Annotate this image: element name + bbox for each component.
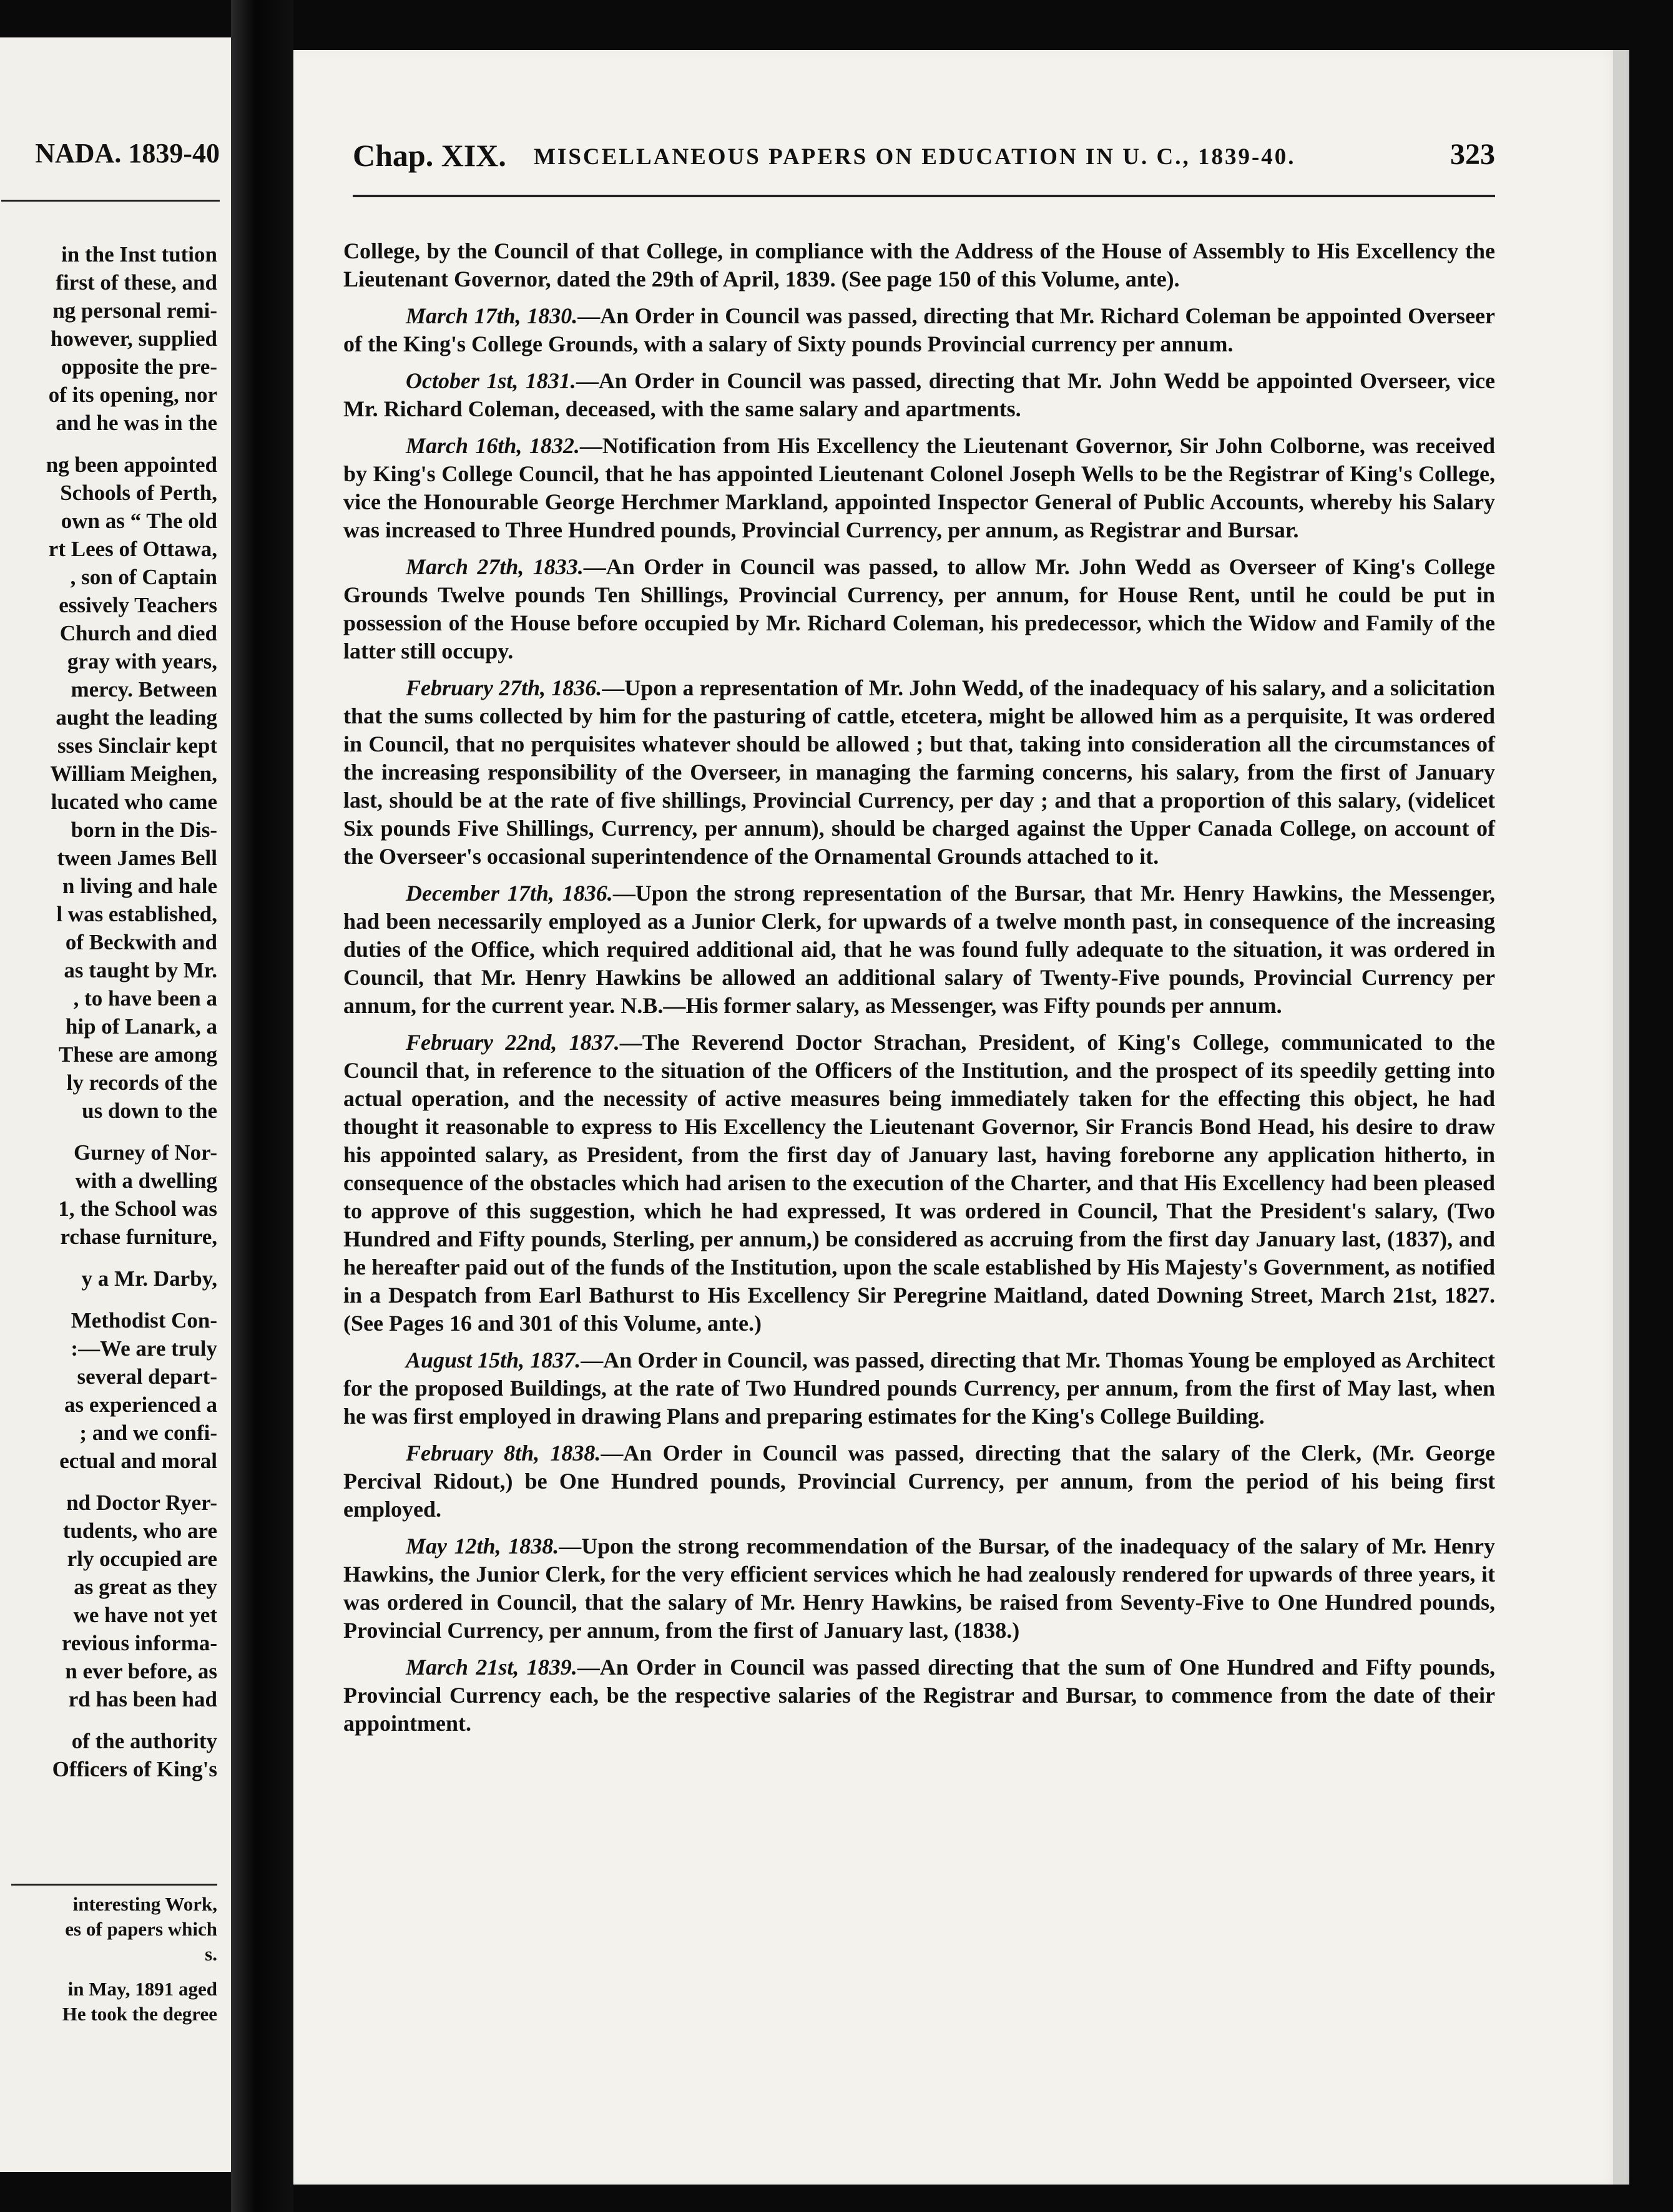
paragraph-date: March 16th, 1832.	[406, 433, 580, 458]
left-line: lucated who came	[51, 790, 217, 814]
paragraph-date: February 22nd, 1837.	[406, 1030, 620, 1055]
left-line: nd Doctor Ryer-	[66, 1490, 217, 1515]
paragraph	[343, 1029, 1495, 1338]
left-line: n ever before, as	[65, 1659, 217, 1683]
paragraph	[343, 1439, 1495, 1524]
left-line: essively Teachers	[59, 593, 217, 617]
paragraph	[343, 302, 1495, 358]
paragraph-text: —An Order in Council, was passed, directing that Mr. Thomas Young be employed as Architect for the proposed Buildings, at the rate of Two Hundred pounds Currency, per annum, from the first of May last, when he was first employed in drawing Plans and preparing estimates for the King's College Building.	[343, 1348, 1495, 1429]
left-running-head: NADA. 1839-40	[1, 137, 220, 169]
paragraph-text: —An Order in Council was passed, to allow Mr. John Wedd as Overseer of King's College Grounds Twelve pounds Ten Shillings, Provincial Currency, per annum, for House Rent, until he could be put in possession of the House before occupied by Mr. Richard Coleman, his predecessor, which the Widow and Family of the latter still occupy.	[343, 554, 1495, 663]
paragraph	[343, 1346, 1495, 1431]
chapter-label: Chap. XIX.	[353, 138, 506, 173]
left-line: ectual and moral	[59, 1449, 217, 1473]
previous-page-fragment	[0, 37, 231, 2172]
left-line: n living and hale	[62, 874, 217, 898]
paragraph-date: February 8th, 1838.	[406, 1441, 601, 1466]
left-line: sses Sinclair kept	[57, 733, 217, 758]
paragraph-date: October 1st, 1831.	[406, 368, 576, 393]
paragraph-text: —Upon the strong representation of the Bursar, that Mr. Henry Hawkins, the Messenger, had been necessarily employed as a Junior Clerk, for upwards of a twelve month past, in consequence of the increasing duties of the Office, which required additional aid, that he was found fully adequate to the situation, it was ordered in Council, that Mr. Henry Hawkins be allowed an additional salary of Twenty-Five pounds, Provincial Currency per annum, for the current year. N.B.—His former salary, as Messenger, was Fifty pounds per annum.	[343, 881, 1495, 1018]
left-line: as taught by Mr.	[64, 958, 217, 982]
left-line: first of these, and	[56, 270, 217, 295]
running-head	[353, 137, 1495, 175]
left-footnote-line: es of papers which	[65, 1918, 217, 1940]
left-line: of the authority	[71, 1729, 217, 1753]
left-head-rule	[1, 200, 220, 202]
paragraph	[343, 1653, 1495, 1738]
left-line: in the Inst tution	[61, 242, 217, 267]
left-line: several depart-	[77, 1364, 217, 1389]
left-footnote-line: in May, 1891 aged	[67, 1978, 217, 2000]
left-line: Schools of Perth,	[60, 481, 217, 505]
left-line: Methodist Con-	[71, 1308, 217, 1333]
paragraph-date: February 27th, 1836.	[406, 675, 602, 700]
paragraph-text: —The Reverend Doctor Strachan, President, of King's College, communicated to the Council that, in reference to the situation of the Officers of the Institution, and the prospect of its speedily getting into actual operation, and the necessity of active measures being immediately taken for the effecting this object, he had thought it reasonable to express to His Excellency the Lieutenant Governor, Sir Francis Bond Head, his desire to draw his appointed salary, as President, from the first day of January last, having foreborne any application hitherto, in consequence of the obstacles which had arisen to the execution of the Charter, and that His Excellency had been pleased to approve of this suggestion, which he had expressed, It was ordered in Council, That the President's salary, (Two Hundred and Fifty pounds, Sterling, per annum,) be considered as accruing from the first day January last, (1837), and he hereafter paid out of the funds of the Institution, upon the scale established by His Majesty's Government, as notified in a Despatch from Earl Bathurst to His Excellency Sir Peregrine Maitland, dated Downing Street, March 21st, 1827. (See Pages 16 and 301 of this Volume, ante.)	[343, 1030, 1495, 1336]
left-line: ; and we confi-	[79, 1421, 217, 1445]
left-line: :—We are truly	[71, 1336, 217, 1361]
left-line: gray with years,	[67, 649, 217, 673]
left-line: of its opening, nor	[48, 383, 217, 407]
left-line: with a dwelling	[75, 1168, 217, 1193]
left-line: These are among	[58, 1042, 217, 1067]
left-line: ly records of the	[66, 1070, 217, 1095]
left-line: rchase furniture,	[60, 1225, 217, 1249]
page-number: 323	[1450, 138, 1495, 171]
left-line: and he was in the	[56, 411, 217, 435]
paragraph-text: —An Order in Council was passed, directing that the salary of the Clerk, (Mr. George Percival Ridout,) be One Hundred pounds, Provincial Currency, per annum, from the period of his being first employed.	[343, 1441, 1495, 1522]
paragraph	[343, 367, 1495, 423]
left-footnote-line: He took the degree	[62, 2003, 217, 2025]
left-line: we have not yet	[73, 1603, 217, 1627]
paragraph	[343, 674, 1495, 871]
paragraph-text: —Upon the strong recommendation of the Bursar, of the inadequacy of the salary of Mr. Henry Hawkins, the Junior Clerk, for the very efficient services which he had zealously rendered for upwards of three years, it was ordered in Council, that the salary of Mr. Henry Hawkins, be raised from Seventy-Five to One Hundred pounds, Provincial Currency, per annum, from the first of January last, (1838.)	[343, 1534, 1496, 1643]
paragraph-date: August 15th, 1837.	[406, 1348, 581, 1373]
page-323	[293, 50, 1629, 2185]
left-line: as great as they	[74, 1575, 217, 1599]
paragraph-text: College, by the Council of that College, in compliance with the Address of the House of Assembly to His Excellency the Lieutenant Governor, dated the 29th of April, 1839. (See page 150 of this Volume, ante).	[343, 238, 1495, 291]
left-footnote-rule	[11, 1884, 217, 1886]
paragraph-text: —Upon a representation of Mr. John Wedd, of the inadequacy of his salary, and a solicitation that the sums collected by him for the pasturing of cattle, etcetera, might be allowed him as a perquisite, It was ordered in Council, that no perquisites whatever should be allowed ; but that, taking into consideration all the circumstances of the increasing responsibility of the Overseer, in managing the farming concerns, his salary, from the first of January last, should be at the rate of five shillings, Provincial Currency, per day ; and that a proportion of this salary, (videlicet Six pounds Five Shillings, Currency, per annum), should be charged against the Upper Canada College, on account of the Overseer's occasional superintendence of the Ornamental Grounds attached to it.	[343, 675, 1495, 869]
left-line: ng been appointed	[46, 453, 217, 477]
left-line: William Meighen,	[50, 761, 217, 786]
paragraph	[343, 1532, 1495, 1645]
left-line: however, supplied	[50, 326, 217, 351]
left-line: as experienced a	[64, 1392, 217, 1417]
left-line: opposite the pre-	[61, 355, 217, 379]
paragraph-date: May 12th, 1838.	[406, 1534, 559, 1559]
paragraph	[343, 432, 1495, 544]
paragraph-date: March 17th, 1830.	[406, 303, 578, 328]
paragraph	[343, 553, 1495, 665]
left-line: of Beckwith and	[65, 930, 217, 954]
left-line: own as “ The old	[61, 509, 217, 533]
left-line: 1, the School was	[58, 1197, 217, 1221]
left-line: y a Mr. Darby,	[81, 1266, 217, 1291]
left-line: tween James Bell	[57, 846, 217, 870]
paragraph-text: —Notification from His Excellency the Lieutenant Governor, Sir John Colborne, was received by King's College Council, that he has appointed Lieutenant Colonel Joseph Wells to be the Registrar of King's College, vice the Honourable George Herchmer Markland, appointed Inspector General of Public Accounts, whereby his Salary was increased to Three Hundred pounds, Provincial Currency, per annum, as Registrar and Bursar.	[343, 433, 1495, 542]
left-line: rt Lees of Ottawa,	[48, 537, 217, 561]
left-line: rly occupied are	[67, 1547, 217, 1571]
left-line: Church and died	[59, 621, 217, 645]
book-gutter	[231, 0, 293, 2212]
head-rule	[353, 195, 1495, 197]
left-line: , to have been a	[73, 986, 217, 1011]
left-line: aught the leading	[56, 705, 217, 730]
left-line: born in the Dis-	[71, 818, 217, 842]
left-line: hip of Lanark, a	[65, 1014, 217, 1039]
left-line: revious informa-	[61, 1631, 217, 1655]
left-line: tudents, who are	[62, 1519, 217, 1543]
paragraph-text: —An Order in Council was passed, directing that Mr. Richard Coleman be appointed Overseer of the King's College Grounds, with a salary of Sixty pounds Provincial currency per annum.	[343, 303, 1496, 356]
left-line: , son of Captain	[70, 565, 217, 589]
paragraph-date: March 21st, 1839.	[406, 1655, 577, 1680]
left-line: l was established,	[56, 902, 217, 926]
left-line: us down to the	[82, 1099, 217, 1123]
left-footnote-line: s.	[205, 1943, 217, 1965]
paragraph-date: December 17th, 1836.	[406, 881, 613, 906]
left-line: rd has been had	[68, 1687, 217, 1711]
paragraph-text: —An Order in Council was passed directing that the sum of One Hundred and Fifty pounds, Provincial Currency each, be the respective salaries of the Registrar and Bursar, to commence from the date of their appointment.	[343, 1655, 1496, 1736]
left-line: mercy. Between	[71, 677, 217, 702]
paragraph	[343, 237, 1495, 293]
left-line: ng personal remi-	[52, 298, 217, 323]
paragraph	[343, 879, 1495, 1020]
running-title: MISCELLANEOUS PAPERS ON EDUCATION IN U. C., 1839-40.	[534, 144, 1296, 170]
paragraph-date: March 27th, 1833.	[406, 554, 584, 579]
body-text	[343, 237, 1495, 1746]
left-line: Officers of King's	[52, 1757, 217, 1781]
left-footnote-line: interesting Work,	[72, 1893, 217, 1915]
left-line: Gurney of Nor-	[73, 1140, 217, 1165]
paragraph-text: —An Order in Council was passed, directing that Mr. John Wedd be appointed Overseer, vice Mr. Richard Coleman, deceased, with the same salary and apartments.	[343, 368, 1496, 421]
